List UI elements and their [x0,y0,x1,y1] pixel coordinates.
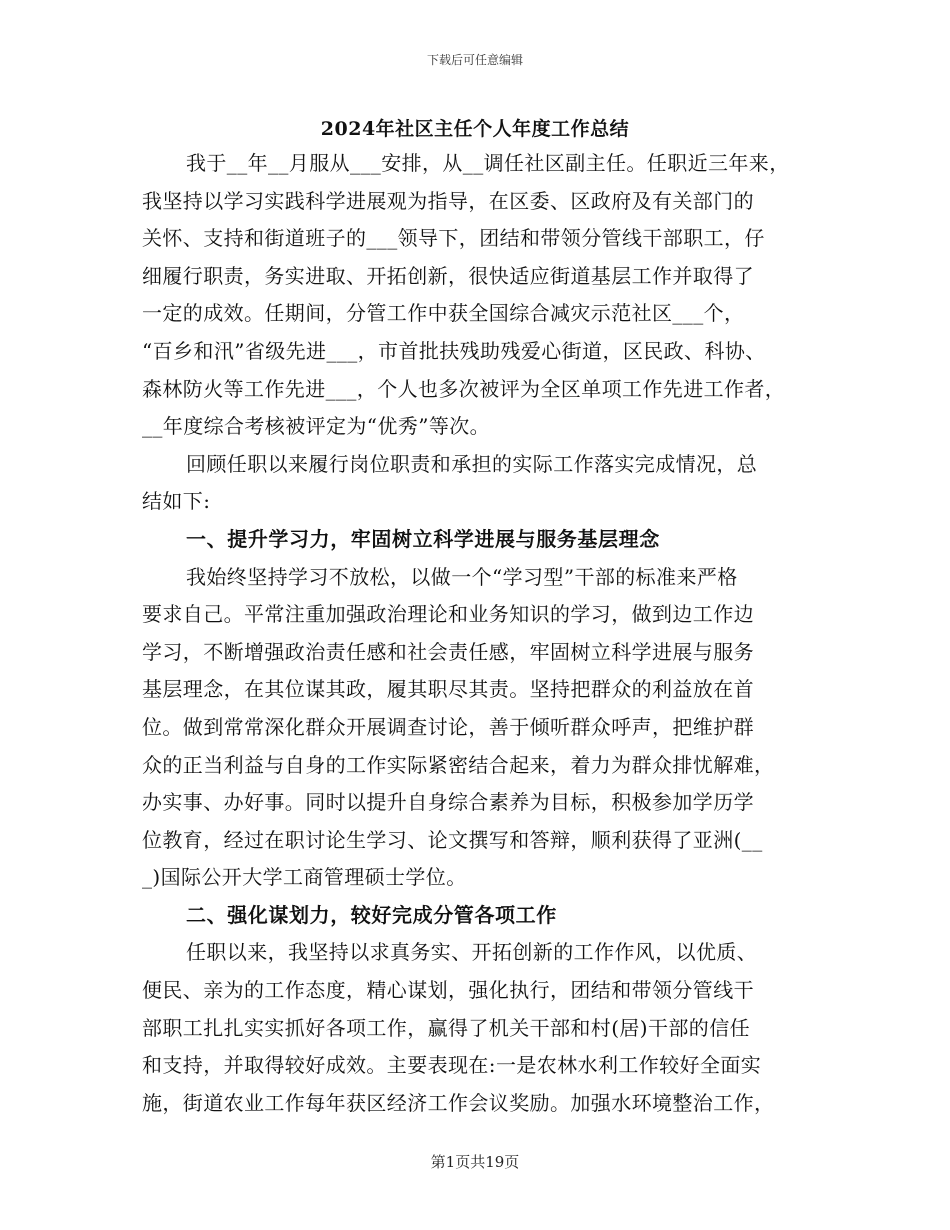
paragraph-line: 回顾任职以来履行岗位职责和承担的实际工作落实完成情况，总 [186,451,758,476]
paragraph-line: 众的正当利益与自身的工作实际紧密结合起来，着力为群众排忧解难， [142,752,775,777]
paragraph-line: 便民、亲为的工作态度，精心谋划，强化执行，团结和带领分管线干 [142,978,754,1003]
paragraph-line: 要求自己。平常注重加强政治理论和业务知识的学习，做到边工作边 [142,602,754,627]
document-body [142,145,807,1122]
paragraph-line: 部职工扎扎实实抓好各项工作，赢得了机关干部和村(居)干部的信任 [142,1015,751,1040]
paragraph-line: 办实事、办好事。同时以提升自身综合素养为目标，积极参加学历学 [142,790,754,815]
paragraph-line: 我坚持以学习实践科学进展观为指导，在区委、区政府及有关部门的 [142,188,754,213]
paragraph-line: 基层理念，在其位谋其政，履其职尽其责。坚持把群众的利益放在首 [142,677,754,702]
paragraph-line: 任职以来，我坚持以求真务实、开拓创新的工作作风，以优质、 [186,940,758,965]
paragraph-line: 学习，不断增强政治责任感和社会责任感，牢固树立科学进展与服务 [142,639,754,664]
paragraph-line: 森林防火等工作先进___，个人也多次被评为全区单项工作先进工作者， [142,376,786,401]
section-heading-1: 一、提升学习力，牢固树立科学进展与服务基层理念 [186,526,660,551]
paragraph-line: 一定的成效。任期间，分管工作中获全国综合减灾示范社区___个， [142,301,745,326]
paragraph-line: __年度综合考核被评定为“优秀”等次。 [142,414,491,439]
paragraph-line: 位教育，经过在职讨论生学习、论文撰写和答辩，顺利获得了亚洲(__ [142,827,763,852]
paragraph-line: 施，街道农业工作每年获区经济工作会议奖励。加强水环境整治工作， [142,1090,775,1115]
paragraph-line: 位。做到常常深化群众开展调查讨论，善于倾听群众呼声，把维护群 [142,714,754,739]
paragraph-line: 我始终坚持学习不放松，以做一个“学习型”干部的标准来严格 [186,564,738,589]
paragraph-line: 细履行职责，务实进取、开拓创新，很快适应街道基层工作并取得了 [142,263,754,288]
header-note: 下载后可任意编辑 [426,53,523,67]
paragraph-line: 和支持，并取得较好成效。主要表现在:一是农林水利工作较好全面实 [142,1053,762,1078]
document-title: 2024年社区主任个人年度工作总结 [320,118,630,140]
paragraph-line: _)国际公开大学工商管理硕士学位。 [142,865,467,890]
paragraph-line: 结如下: [142,489,211,514]
page-number-footer: 第1页共19页 [430,1153,520,1171]
paragraph-line: 关怀、支持和街道班子的___领导下，团结和带领分管线干部职工，仔 [142,226,765,251]
paragraph-line: 我于__年__月服从___安排，从__调任社区副主任。任职近三年来， [186,151,790,175]
paragraph-line: “百乡和汛”省级先进___，市首批扶残助残爱心街道，区民政、科协、 [142,338,766,363]
section-heading-2: 二、强化谋划力，较好完成分管各项工作 [186,902,557,927]
